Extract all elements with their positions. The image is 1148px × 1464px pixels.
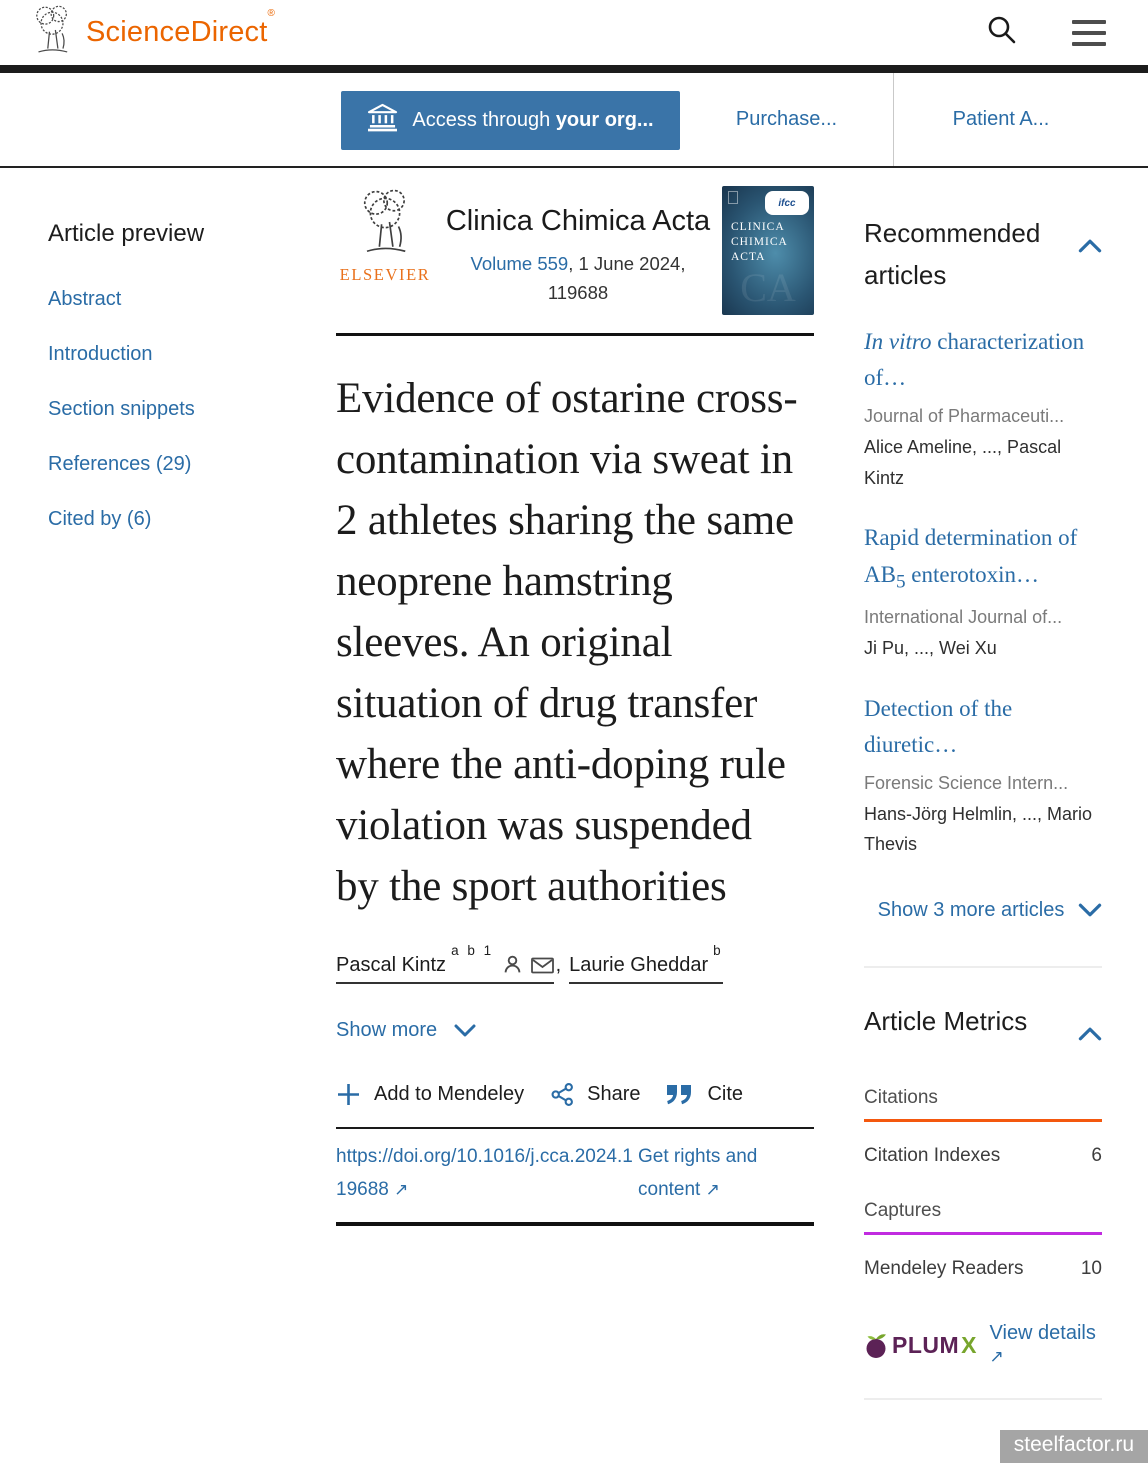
search-icon[interactable]: [986, 14, 1018, 51]
plumx-view-details-link[interactable]: View details ↗: [989, 1322, 1096, 1367]
cite-button[interactable]: Cite: [667, 1083, 743, 1106]
article-main: [336, 186, 814, 1226]
chevron-up-icon[interactable]: [1078, 1012, 1102, 1054]
quote-icon: [667, 1085, 694, 1105]
captures-accent-rule: [864, 1232, 1102, 1235]
author-separator: ,: [555, 954, 562, 977]
article-metrics-heading: Article Metrics: [864, 1000, 1102, 1054]
recommended-article-1[interactable]: In vitro characterization of… Journal of Pharmaceuti... Alice Ameline, ..., Pascal Kintz: [864, 324, 1102, 493]
cover-title: CLINICA CHIMICA ACTA: [731, 221, 788, 263]
access-toolbar: [0, 73, 1148, 168]
registered-mark: ®: [267, 8, 276, 20]
journal-title[interactable]: Clinica Chimica Acta: [445, 205, 711, 237]
bottom-rule: [336, 1222, 814, 1226]
sidebar-divider: [864, 966, 1102, 968]
sidebar-bottom-divider: [864, 1398, 1102, 1400]
volume-link[interactable]: Volume 559: [470, 253, 569, 275]
article-actions: [336, 1082, 814, 1107]
external-link-icon: ↗: [394, 1179, 409, 1199]
metric-value: 6: [1091, 1145, 1102, 1167]
external-link-icon: ↗: [705, 1179, 720, 1199]
bank-icon: [367, 103, 398, 138]
doi-divider: [336, 1127, 814, 1129]
add-to-mendeley-button[interactable]: Add to Mendeley: [336, 1082, 524, 1107]
external-link-icon: ↗: [989, 1347, 1004, 1367]
sciencedirect-logo[interactable]: [26, 3, 275, 62]
chevron-down-icon: [454, 1023, 476, 1038]
cover-ifcc-badge: ifcc: [765, 191, 809, 215]
menu-icon[interactable]: [1072, 20, 1106, 46]
site-watermark: steelfactor.ru: [1000, 1430, 1148, 1463]
envelope-icon[interactable]: [531, 957, 554, 974]
recommended-authors: Ji Pu, ..., Wei Xu: [864, 637, 997, 658]
recommended-articles-heading: Recommended articles: [864, 212, 1102, 297]
access-button-label: Access through: [412, 109, 556, 131]
doi-row: [336, 1141, 814, 1206]
plus-icon: [336, 1082, 361, 1107]
elsevier-logo[interactable]: [336, 186, 434, 285]
metric-group-label: Captures: [864, 1200, 942, 1222]
toc-link-introduction[interactable]: Introduction: [48, 343, 153, 365]
author-affiliation-sup: b: [713, 943, 724, 959]
recommended-journal: Journal of Pharmaceuti...: [864, 406, 1065, 427]
journal-header: [336, 186, 814, 315]
access-button-label-bold: your org...: [555, 109, 654, 131]
journal-issue-line: [440, 250, 716, 307]
author-pascal-kintz[interactable]: Pascal Kintz$^{a b 1}$: [336, 954, 554, 984]
toc-heading: Article preview: [48, 220, 205, 247]
plumx-row: [864, 1322, 1102, 1368]
access-through-org-button[interactable]: [341, 91, 680, 150]
show-more-authors[interactable]: Show more: [336, 1019, 814, 1042]
toc-link-abstract[interactable]: Abstract: [48, 288, 122, 310]
cover-elsevier-mark: [728, 191, 738, 204]
recommended-article-3[interactable]: Detection of the diuretic… Forensic Science Intern... Hans-Jörg Helmlin, ..., Mario Thevis: [864, 691, 1102, 860]
metric-group-label: Citations: [864, 1087, 938, 1109]
chevron-down-icon: [1078, 902, 1102, 918]
doi-link[interactable]: https://doi.org/10.1016/j.cca.2024.119688 ↗: [336, 1146, 633, 1200]
elsevier-wordmark: ELSEVIER: [339, 265, 431, 284]
recommended-journal: International Journal of...: [864, 607, 1063, 628]
toc-link-references[interactable]: References (29): [48, 453, 192, 475]
issue-date-text: , 1 June 2024, 119688: [547, 253, 686, 304]
recommended-article-2[interactable]: Rapid determination of $AB_5$ enterotoxin… International Journal of... Ji Pu, ..., Wei Xu: [864, 520, 1102, 663]
journal-header-rule: [336, 333, 814, 336]
header-divider-bar: [0, 65, 1148, 73]
recommended-authors: Alice Ameline, ..., Pascal Kintz: [864, 437, 1062, 488]
recommended-journal: Forensic Science Intern...: [864, 773, 1069, 794]
share-nodes-icon: [551, 1083, 574, 1106]
journal-cover-thumbnail[interactable]: [722, 186, 814, 315]
metric-value: 10: [1080, 1258, 1102, 1280]
patient-access-link[interactable]: Patient A...: [952, 108, 1050, 130]
right-sidebar: [864, 212, 1102, 1400]
article-preview-nav: [48, 220, 303, 563]
purchase-link[interactable]: Purchase...: [735, 108, 838, 130]
share-button[interactable]: Share: [551, 1083, 640, 1106]
metric-row: Citation Indexes 6: [864, 1145, 1102, 1167]
authors-row: [336, 943, 814, 977]
metric-row: Mendeley Readers 10: [864, 1258, 1102, 1280]
recommended-authors: Hans-Jörg Helmlin, ..., Mario Thevis: [864, 803, 1093, 855]
site-header: [0, 0, 1148, 65]
elsevier-tree-icon: [26, 3, 78, 62]
show-more-articles-button[interactable]: Show 3 more articles: [864, 892, 1102, 928]
get-rights-link[interactable]: Get rights and content ↗: [638, 1146, 758, 1200]
plum-icon: [864, 1332, 890, 1359]
metrics-group-citations: [864, 1087, 1102, 1167]
brand-wordmark: ScienceDirect®: [86, 8, 276, 48]
cover-watermark: CA: [740, 265, 796, 310]
author-laurie-gheddar[interactable]: Laurie Gheddar$^b$: [569, 954, 723, 984]
article-title: Evidence of ostarine cross-contamination via sweat in 2 athletes sharing the same neoprene hamstring sleeves. An original situation of drug transfer where the anti-doping rule violation was suspended by the sport authorities: [336, 375, 798, 911]
chevron-up-icon[interactable]: [1078, 224, 1102, 297]
toc-link-cited-by[interactable]: Cited by (6): [48, 508, 152, 530]
author-affiliation-sup: a b 1: [451, 943, 494, 959]
citations-accent-rule: [864, 1119, 1102, 1122]
plumx-logo: PLUM X: [864, 1332, 977, 1359]
toc-link-section-snippets[interactable]: Section snippets: [48, 398, 195, 420]
metrics-group-captures: [864, 1200, 1102, 1280]
person-icon[interactable]: [503, 955, 522, 974]
